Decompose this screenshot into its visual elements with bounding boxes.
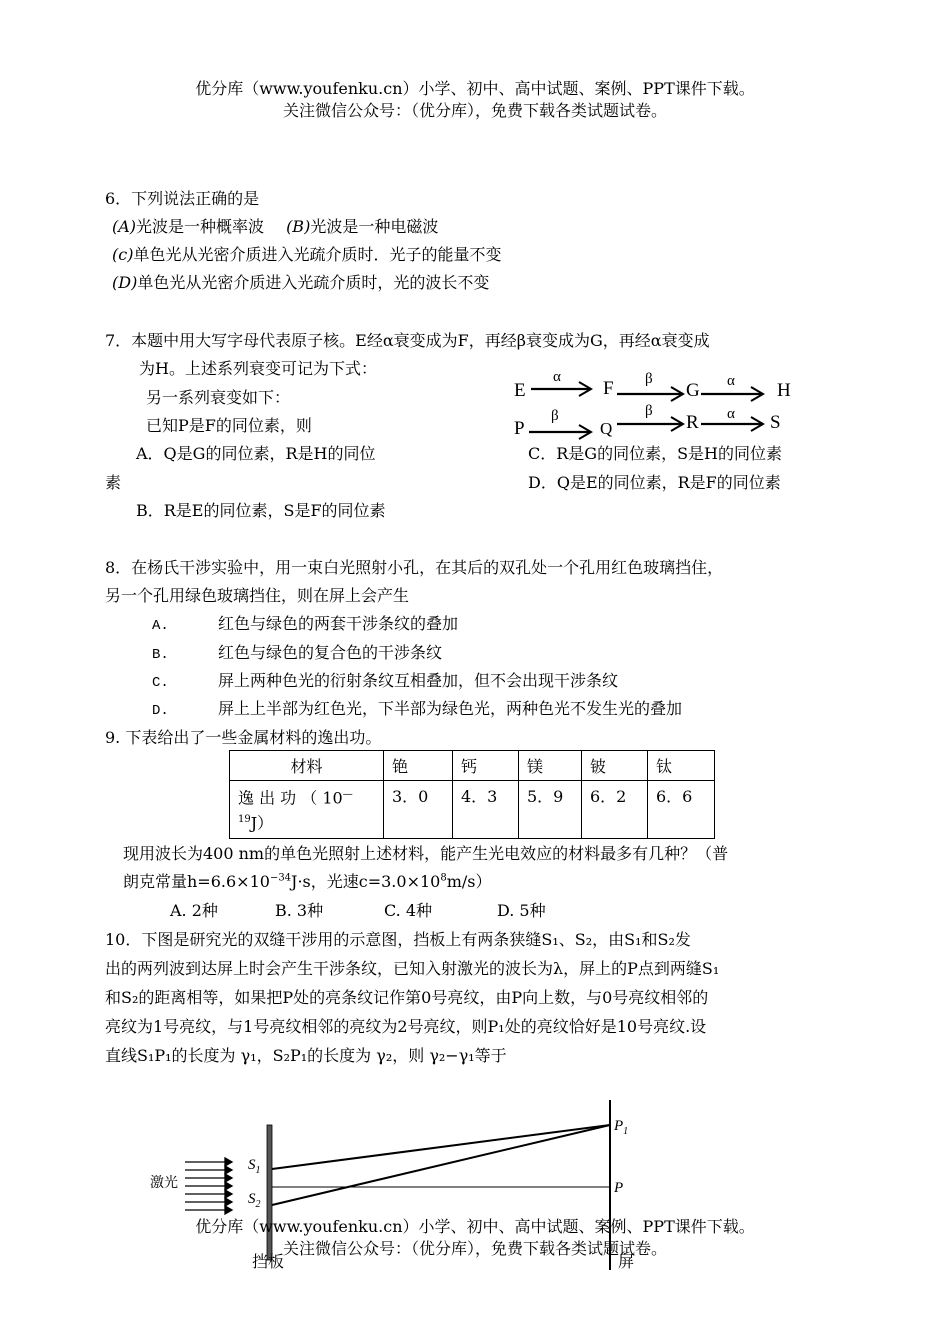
q8-option-b-text: 红色与绿色的复合色的干涉条纹 (218, 643, 443, 662)
header-line-2: 关注微信公众号：（优分库），免费下载各类试题试卷。 (282, 101, 667, 120)
q7-option-a-2: 素 (105, 473, 122, 492)
table-header-cell: 铯 (384, 751, 453, 781)
q6-opt-a: 光波是一种概率波 (136, 217, 265, 236)
q7-stem-4: 已知P是F的同位素，则 (146, 416, 312, 435)
q9-text-2b: J·s，光速c=3.0×10 (291, 872, 441, 891)
decay-chain-1 (514, 369, 791, 401)
table-header-cell: 镁 (519, 751, 582, 781)
q7-stem-2: 为H。上述系列衰变可记为下式： (139, 359, 377, 378)
s1-label: $S_1$ (248, 1157, 261, 1176)
table-cell: 4．3 (453, 781, 519, 839)
q8-option-a (152, 611, 458, 634)
chain1-decay-3: α (727, 373, 735, 389)
q7-option-c: C．R是G的同位素，S是H的同位素 (528, 444, 782, 463)
q8-option-d (152, 696, 682, 719)
chain2-node-3: R (686, 412, 699, 433)
q9-choice-b: B. 3种 (275, 901, 324, 920)
decay-chain-2 (514, 403, 781, 439)
ray-s1-p1 (272, 1125, 610, 1169)
q8-stem-1: 8．在杨氏干涉实验中，用一束白光照射小孔，在其后的双孔处一个孔用红色玻璃挡住， (105, 558, 724, 577)
q8-option-c-label: C. (152, 675, 169, 691)
table-cell: 3．0 (384, 781, 453, 839)
q9-text-1: 现用波长为400 nm的单色光照射上述材料，能产生光电效应的材料最多有几种？（普 (123, 844, 729, 863)
chain1-node-4: H (777, 380, 791, 401)
table-header-cell: 铍 (582, 751, 648, 781)
q6-option-d (112, 270, 489, 293)
footer-line-1: 优分库（www.youfenku.cn）小学、初中、高中试题、案例、PPT课件下载。 (195, 1217, 755, 1236)
q9-text-2-sup: −34 (269, 872, 292, 884)
q6-opt-d-label: (D) (112, 273, 138, 292)
q10-line-2: 出的两列波到达屏上时会产生干涉条纹，已知入射激光的波长为λ，屏上的P点到两缝S₁ (105, 959, 720, 978)
laser-label: 激光 (150, 1176, 178, 1191)
table-header-cell: 钛 (648, 751, 715, 781)
q8-option-c (152, 668, 618, 691)
q7-option-d: D．Q是E的同位素，R是F的同位素 (528, 473, 781, 492)
row-label-sup-1: — (342, 789, 353, 800)
q10-line-4: 亮纹为1号亮纹，与1号亮纹相邻的亮纹为2号亮纹，则P₁处的亮纹恰好是10号亮纹.设 (105, 1017, 707, 1036)
q10-line-3: 和S₂的距离相等，如果把P处的亮条纹记作第0号亮纹，由P向上数，与0号亮纹相邻的 (105, 988, 709, 1007)
q7-option-a-1: A．Q是G的同位素，R是H的同位 (136, 444, 376, 463)
chain1-decay-1: α (553, 369, 561, 385)
chain1-decay-2: β (645, 371, 653, 387)
table-cell: 6．2 (582, 781, 648, 839)
q6-opt-a-label: (A) (112, 217, 137, 236)
q9-choice-c: C. 4种 (384, 901, 433, 920)
q8-option-c-text: 屏上两种色光的衍射条纹互相叠加，但不会出现干涉条纹 (218, 671, 619, 690)
q6-opt-c-label: (c) (112, 245, 134, 264)
q8-option-d-label: D. (152, 703, 169, 719)
table-cell: 6．6 (648, 781, 715, 839)
chain2-node-1: P (514, 418, 525, 439)
chain1-node-2: F (603, 378, 614, 399)
ray-s2-p1 (272, 1125, 610, 1205)
chain1-node-3: G (686, 380, 700, 401)
q8-option-b (152, 640, 442, 663)
footer-line-2: 关注微信公众号：（优分库），免费下载各类试题试卷。 (282, 1239, 667, 1258)
q6-stem: 6．下列说法正确的是 (105, 189, 260, 208)
p-label: P (614, 1180, 624, 1196)
q8-stem-2: 另一个孔用绿色玻璃挡住，则在屏上会产生 (105, 586, 410, 605)
chain2-decay-2: β (645, 403, 653, 419)
q9-text-2a: 朗克常量h=6.6×10 (123, 872, 270, 891)
q7-stem-1: 7．本题中用大写字母代表原子核。E经α衰变成为F，再经β衰变成为G，再经α衰变成 (105, 331, 710, 350)
q9-text-2 (123, 869, 492, 892)
s2-label: $S_2$ (248, 1191, 261, 1210)
q7-option-b: B．R是E的同位素，S是F的同位素 (136, 501, 386, 520)
barrier-label: 挡板 (252, 1254, 285, 1271)
table-row (230, 781, 715, 839)
decay-chains-diagram (505, 362, 805, 442)
table-cell: 5．9 (519, 781, 582, 839)
row-label-sup-2: 19 (238, 814, 251, 826)
q8-option-a-text: 红色与绿色的两套干涉条纹的叠加 (218, 614, 459, 633)
p1-label: $P_1$ (614, 1118, 629, 1137)
table-header-cell: 材料 (230, 751, 384, 781)
table-header-row (230, 751, 715, 781)
chain2-node-4: S (770, 412, 781, 433)
q6-opt-b: 光波是一种电磁波 (310, 217, 439, 236)
row-label-1: 逸 出 功 （ 10 (238, 788, 343, 808)
q7-stem-3: 另一系列衰变如下： (146, 388, 291, 407)
q9-choice-a: A. 2种 (170, 901, 218, 920)
q8-option-a-label: A. (152, 618, 169, 634)
chain2-decay-1: β (551, 408, 559, 424)
q9-text-2c: m/s） (446, 872, 492, 891)
header-line-1: 优分库（www.youfenku.cn）小学、初中、高中试题、案例、PPT课件下载。 (195, 79, 755, 98)
q6-opt-d: 单色光从光密介质进入光疏介质时，光的波长不变 (137, 273, 490, 292)
chain2-decay-3: α (727, 406, 735, 422)
work-function-table (229, 750, 715, 839)
laser-arrows (185, 1158, 232, 1214)
q9-choice-d: D. 5种 (497, 901, 546, 920)
q10-line-1: 10．下图是研究光的双缝干涉用的示意图，挡板上有两条狭缝S₁、S₂，由S₁和S₂发 (105, 930, 691, 949)
q8-option-d-text: 屏上上半部为红色光，下半部为绿色光，两种色光不发生光的叠加 (218, 699, 683, 718)
chain2-node-2: Q (600, 419, 613, 438)
q6-option-c (112, 242, 501, 265)
q6-opt-c: 单色光从光密介质进入光疏介质时．光子的能量不变 (133, 245, 502, 264)
chain1-node-1: E (514, 380, 526, 401)
q10-line-5: 直线S₁P₁的长度为 γ₁，S₂P₁的长度为 γ₂，则 γ₂−γ₁等于 (105, 1046, 507, 1065)
q6-opt-b-label: (B) (286, 217, 311, 236)
q9-stem: 9. 下表给出了一些金属材料的逸出功。 (105, 728, 382, 747)
screen-label: 屏 (618, 1254, 635, 1271)
table-row-label (230, 781, 384, 839)
q9-text-2-sup2: 8 (440, 872, 447, 884)
row-label-2: J） (250, 813, 274, 833)
q6-options-ab (112, 214, 438, 237)
table-header-cell: 钙 (453, 751, 519, 781)
q8-option-b-label: B. (152, 647, 169, 663)
